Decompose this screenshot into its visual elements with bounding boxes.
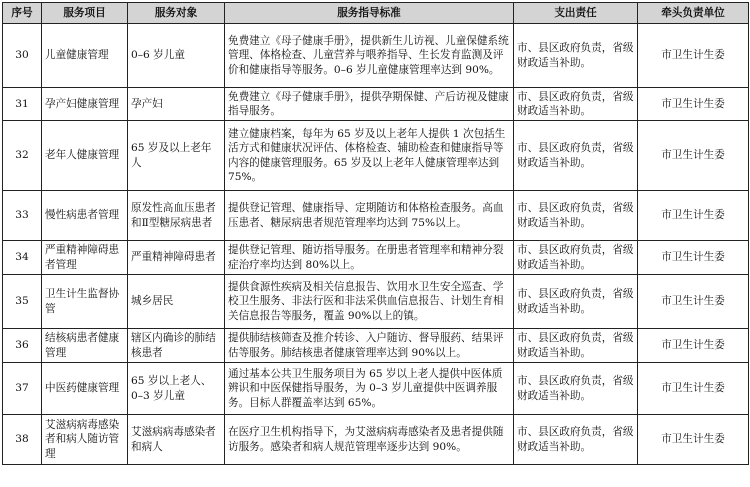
row-service: 艾滋病病毒感染者和病人随访管理 bbox=[42, 415, 128, 465]
row-responsibility: 市、县区政府负责，省级财政适当补助。 bbox=[514, 241, 638, 275]
row-standard: 免费建立《母子健康手册》，提供新生儿访视、儿童保健系统管理、体格检查、儿童营养与喂养指导、生长发育监测及评价和健康指导等服务。0–6 岁儿童健康管理率达到 90%。 bbox=[225, 24, 514, 88]
row-num: 30 bbox=[3, 24, 42, 88]
table-row bbox=[3, 275, 749, 329]
row-unit: 市卫生计生委 bbox=[638, 415, 749, 465]
row-responsibility: 市、县区政府负责，省级财政适当补助。 bbox=[514, 275, 638, 329]
row-num: 32 bbox=[3, 121, 42, 191]
table-row bbox=[3, 363, 749, 415]
row-target: 严重精神障碍患者 bbox=[128, 241, 225, 275]
row-standard: 提供登记管理、随访指导服务。在册患者管理率和精神分裂症治疗率均达到 80%以上。 bbox=[225, 241, 514, 275]
row-standard: 免费建立《母子健康手册》，提供孕期保健、产后访视及健康指导服务。 bbox=[225, 88, 514, 121]
row-responsibility: 市、县区政府负责，省级财政适当补助。 bbox=[514, 24, 638, 88]
row-num: 33 bbox=[3, 191, 42, 241]
header-standard: 服务指导标准 bbox=[225, 3, 514, 24]
row-num: 31 bbox=[3, 88, 42, 121]
row-service: 结核病患者健康管理 bbox=[42, 329, 128, 363]
header-service: 服务项目 bbox=[42, 3, 128, 24]
table-row bbox=[3, 329, 749, 363]
row-num: 36 bbox=[3, 329, 42, 363]
table-header-row bbox=[3, 3, 749, 24]
row-target: 原发性高血压患者和Ⅱ型糖尿病患者 bbox=[128, 191, 225, 241]
row-target: 城乡居民 bbox=[128, 275, 225, 329]
row-num: 37 bbox=[3, 363, 42, 415]
row-target: 辖区内确诊的肺结核患者 bbox=[128, 329, 225, 363]
row-standard: 提供食源性疾病及相关信息报告、饮用水卫生安全巡查、学校卫生服务、非法行医和非法采供血信息报告、计划生育相关信息报告等服务，覆盖 90%以上的镇。 bbox=[225, 275, 514, 329]
row-responsibility: 市、县区政府负责，省级财政适当补助。 bbox=[514, 121, 638, 191]
row-num: 38 bbox=[3, 415, 42, 465]
row-standard: 提供肺结核筛查及推介转诊、入户随访、督导服药、结果评估等服务。肺结核患者健康管理率达到 90%以上。 bbox=[225, 329, 514, 363]
row-unit: 市卫生计生委 bbox=[638, 329, 749, 363]
services-table bbox=[2, 2, 749, 465]
table-row bbox=[3, 88, 749, 121]
row-service: 孕产妇健康管理 bbox=[42, 88, 128, 121]
row-unit: 市卫生计生委 bbox=[638, 191, 749, 241]
header-num: 序号 bbox=[3, 3, 42, 24]
row-unit: 市卫生计生委 bbox=[638, 275, 749, 329]
row-service: 中医药健康管理 bbox=[42, 363, 128, 415]
row-target: 65 岁以上老人、0–3 岁儿童 bbox=[128, 363, 225, 415]
row-responsibility: 市、县区政府负责，省级财政适当补助。 bbox=[514, 191, 638, 241]
header-responsibility: 支出责任 bbox=[514, 3, 638, 24]
row-service: 慢性病患者管理 bbox=[42, 191, 128, 241]
row-target: 艾滋病病毒感染者和病人 bbox=[128, 415, 225, 465]
row-unit: 市卫生计生委 bbox=[638, 363, 749, 415]
header-unit: 牵头负责单位 bbox=[638, 3, 749, 24]
header-target: 服务对象 bbox=[128, 3, 225, 24]
table-row bbox=[3, 415, 749, 465]
row-unit: 市卫生计生委 bbox=[638, 24, 749, 88]
row-standard: 提供登记管理、健康指导、定期随访和体格检查服务。高血压患者、糖尿病患者规范管理率均达到 75%以上。 bbox=[225, 191, 514, 241]
table-row bbox=[3, 241, 749, 275]
row-unit: 市卫生计生委 bbox=[638, 88, 749, 121]
row-responsibility: 市、县区政府负责，省级财政适当补助。 bbox=[514, 363, 638, 415]
row-service: 严重精神障碍患者管理 bbox=[42, 241, 128, 275]
row-target: 65 岁及以上老年人 bbox=[128, 121, 225, 191]
row-target: 0–6 岁儿童 bbox=[128, 24, 225, 88]
table-row bbox=[3, 191, 749, 241]
row-num: 34 bbox=[3, 241, 42, 275]
row-unit: 市卫生计生委 bbox=[638, 241, 749, 275]
table-row bbox=[3, 121, 749, 191]
row-responsibility: 市、县区政府负责，省级财政适当补助。 bbox=[514, 329, 638, 363]
row-service: 儿童健康管理 bbox=[42, 24, 128, 88]
row-standard: 通过基本公共卫生服务项目为 65 岁以上老人提供中医体质辨识和中医保健指导服务，为 0–3 岁儿童提供中医调养服务。目标人群覆盖率达到 65%。 bbox=[225, 363, 514, 415]
row-responsibility: 市、县区政府负责，省级财政适当补助。 bbox=[514, 415, 638, 465]
row-num: 35 bbox=[3, 275, 42, 329]
row-service: 卫生计生监督协管 bbox=[42, 275, 128, 329]
table-row bbox=[3, 24, 749, 88]
row-service: 老年人健康管理 bbox=[42, 121, 128, 191]
row-standard: 建立健康档案，每年为 65 岁及以上老年人提供 1 次包括生活方式和健康状况评估、体格检查、辅助检查和健康指导等内容的健康管理服务。65 岁及以上老年人健康管理率达到 75%。 bbox=[225, 121, 514, 191]
row-responsibility: 市、县区政府负责，省级财政适当补助。 bbox=[514, 88, 638, 121]
row-target: 孕产妇 bbox=[128, 88, 225, 121]
row-unit: 市卫生计生委 bbox=[638, 121, 749, 191]
row-standard: 在医疗卫生机构指导下，为艾滋病病毒感染者及患者提供随访服务。感染者和病人规范管理率逐步达到 90%。 bbox=[225, 415, 514, 465]
